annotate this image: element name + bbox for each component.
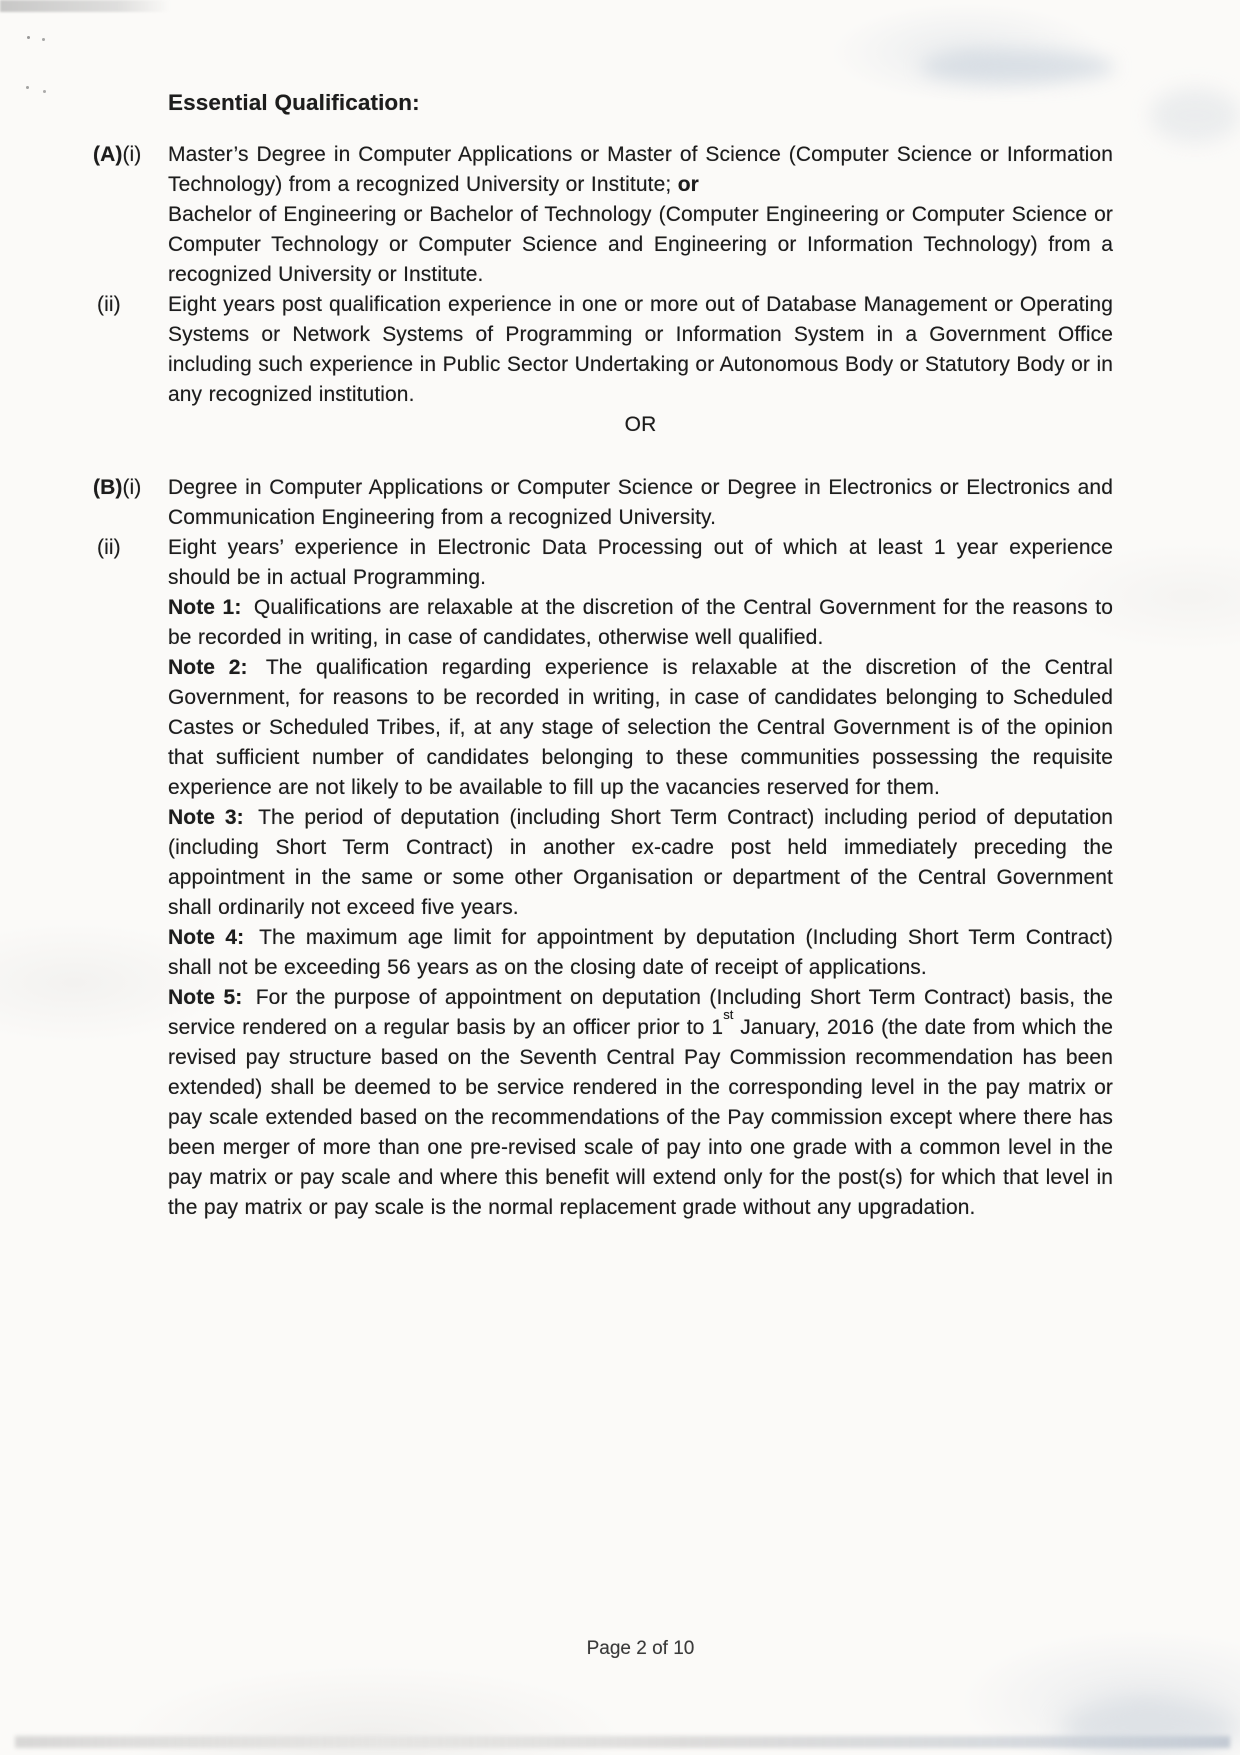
item-label-b-i [93,473,141,503]
scan-band-bottom [15,1736,1230,1748]
scan-speck [26,86,29,89]
paragraph-text: Eight years’ experience in Electronic Data Processing out of which at least 1 year experience should be in actual Programming. [168,536,1113,589]
section-b-item-ii [97,533,1113,593]
bold-or-suffix: or [677,173,699,196]
item-label-b: (B) [93,476,123,499]
page-number: Page 2 of 10 [586,1638,695,1659]
note-5-text-part1: For the purpose of appointment on deputation (Including Short Term Contract) basis, the service rendered on a regular basis by an officer prior to 1 [168,986,1114,1039]
note-4 [168,923,1113,983]
ordinal-superscript: st [723,1007,734,1022]
section-a-item-i-para2 [168,200,1113,290]
essential-qualification-heading: Essential Qualification: [168,90,420,115]
paragraph-text: Eight years post qualification experience in one or more out of Database Management or Operating Systems or Network Systems of Programming or Information System in a Government Office including such experience in Public Sector Undertaking or Autonomous Body or Statutory Body or in any recognized institution. [168,293,1113,406]
note-5 [168,983,1113,1223]
item-label-ii: (ii) [97,293,121,316]
note-5-text-part2: January, 2016 (the date from which the revised pay structure based on the Seventh Central Pay Commission recommendation has been extended) shall be deemed to be service rendered in the corresponding level in the pay matrix or pay scale extended based on the recommendations of the Pay commission except where there has been merger of more than one pre-revised scale of pay into one grade with a common level in the pay matrix or pay scale and where this benefit will extend only for the post(s) for which that level in the pay matrix or pay scale is the normal replacement grade without any upgradation. [168,1016,1113,1219]
or-divider: OR [624,413,657,436]
item-label-a: (A) [93,143,123,166]
paragraph-text: Master’s Degree in Computer Applications or Master of Science (Computer Science or Information Technology) from a recognized University or Institute; [168,143,1113,196]
note-1-text: Qualifications are relaxable at the discretion of the Central Government for the reasons to be recorded in writing, in case of candidates, otherwise well qualified. [168,596,1114,649]
note-5-label: Note 5: [168,986,243,1009]
item-label-i: (i) [122,143,142,166]
item-label-i: (i) [122,476,142,499]
note-3-text: The period of deputation (including Short Term Contract) including period of deputation (including Short Term Contract) in another ex-cadre post held immediately preceding the appointment in the same or some other Organisation or department of the Central Government shall ordinarily not exceed five years. [168,806,1114,919]
note-2-text: The qualification regarding experience is relaxable at the discretion of the Central Government, for reasons to be recorded in writing, in case of candidates belonging to Scheduled Castes or Scheduled Tribes, if, at any stage of selection the Central Government is of the opinion that sufficient number of candidates belonging to these communities possessing the requisite experience are not likely to be available to fill up the vacancies reserved for them. [168,656,1114,799]
section-b-item-i [93,473,1113,533]
paragraph-text: Bachelor of Engineering or Bachelor of Technology (Computer Engineering or Computer Science or Computer Technology or Computer Science and Engineering or Information Technology) from a recognized University or Institute. [168,203,1113,286]
scan-smudge-right [1150,88,1240,143]
scan-smudge-top-right [920,50,1115,84]
paragraph-text: Degree in Computer Applications or Computer Science or Degree in Electronics or Electronics and Communication Engineering from a recognized University. [168,476,1113,529]
note-2 [168,653,1113,803]
note-4-text: The maximum age limit for appointment by deputation (Including Short Term Contract) shall not be exceeding 56 years as on the closing date of receipt of applications. [168,926,1113,979]
item-label-a-i [93,140,141,170]
note-4-label: Note 4: [168,926,245,949]
scan-speck [27,36,30,39]
note-2-label: Note 2: [168,656,248,679]
note-3 [168,803,1113,923]
note-1-label: Note 1: [168,596,242,619]
section-a-item-ii [97,290,1113,410]
section-a-item-i-para1 [93,140,1113,200]
note-3-label: Note 3: [168,806,244,829]
scan-smudge-bottom-right [1060,1700,1240,1755]
scan-smudge-top-left [0,0,170,12]
document-body [93,88,1114,1223]
note-1 [168,593,1113,653]
item-label-ii: (ii) [97,536,121,559]
